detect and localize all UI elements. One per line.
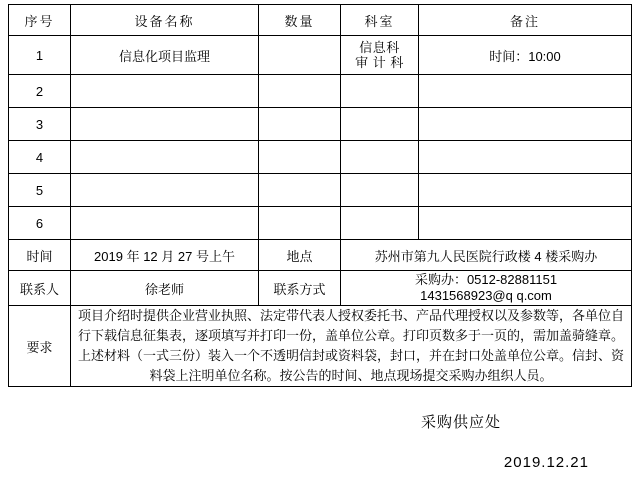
contact-way-value (341, 271, 632, 306)
column-header-no: 序号 (9, 5, 71, 36)
cell-dept (341, 75, 419, 108)
cell-no: 2 (9, 75, 71, 108)
cell-name (71, 207, 259, 240)
requirement-text (71, 306, 632, 387)
place-value: 苏州市第九人民医院行政楼 4 楼采购办 (341, 240, 632, 271)
requirement-line-1: 项目介绍时提供企业营业执照、法定带代表人授权委托书、产品代理授权以及参数等，各单位自 (77, 308, 624, 323)
column-header-remark: 备注 (419, 5, 632, 36)
cell-dept-line1: 信息科 (359, 40, 400, 55)
cell-no: 5 (9, 174, 71, 207)
cell-no: 6 (9, 207, 71, 240)
requirement-label: 要求 (9, 306, 71, 387)
contact-value: 徐老师 (71, 271, 259, 306)
cell-qty (259, 207, 341, 240)
cell-remark: 时间：10:00 (419, 36, 632, 75)
place-label: 地点 (259, 240, 341, 271)
cell-remark (419, 75, 632, 108)
table-row (9, 141, 632, 174)
cell-dept (341, 36, 419, 75)
table-row (9, 174, 632, 207)
procurement-table (8, 4, 632, 387)
contact-email: 1431568923@q q.com (420, 288, 552, 303)
cell-remark (419, 108, 632, 141)
table-row (9, 207, 632, 240)
table-row (9, 36, 632, 75)
contact-label: 联系人 (9, 271, 71, 306)
table-row (9, 75, 632, 108)
cell-qty (259, 174, 341, 207)
document-footer (8, 411, 631, 471)
cell-name (71, 108, 259, 141)
requirement-line-2: 行下载信息征集表，逐项填写并打印一份，盖单位公章。打印页数多于一页的，需加盖骑缝章。 (77, 328, 624, 343)
column-header-dept: 科室 (341, 5, 419, 36)
cell-dept (341, 108, 419, 141)
contact-phone: 采购办：0512-82881151 (414, 272, 558, 287)
cell-dept (341, 174, 419, 207)
cell-no: 4 (9, 141, 71, 174)
requirement-row (9, 306, 632, 387)
cell-name: 信息化项目监理 (71, 36, 259, 75)
column-header-qty: 数量 (259, 5, 341, 36)
signature-date: 2019.12.21 (503, 454, 589, 471)
cell-dept (341, 141, 419, 174)
table-header-row (9, 5, 632, 36)
cell-no: 3 (9, 108, 71, 141)
column-header-name: 设备名称 (71, 5, 259, 36)
cell-name (71, 141, 259, 174)
requirement-line-4: 料袋上注明单位名称。按公告的时间、地点现场提交采购办组织人员。 (149, 368, 553, 383)
cell-qty (259, 75, 341, 108)
time-value: 2019 年 12 月 27 号上午 (71, 240, 259, 271)
cell-remark (419, 141, 632, 174)
contact-way-label: 联系方式 (259, 271, 341, 306)
cell-qty (259, 141, 341, 174)
cell-name (71, 174, 259, 207)
meeting-info-row (9, 240, 632, 271)
cell-dept (341, 207, 419, 240)
time-label: 时间 (9, 240, 71, 271)
requirement-line-3: 上述材料（一式三份）装入一个不透明信封或资料袋，封口，并在封口处盖单位公章。信封、资 (77, 348, 624, 363)
cell-remark (419, 207, 632, 240)
contact-row (9, 271, 632, 306)
cell-qty (259, 108, 341, 141)
cell-no: 1 (9, 36, 71, 75)
cell-qty (259, 36, 341, 75)
signature-org: 采购供应处 (420, 414, 501, 431)
cell-dept-line2: 审 计 科 (355, 55, 404, 70)
cell-name (71, 75, 259, 108)
cell-remark (419, 174, 632, 207)
table-row (9, 108, 632, 141)
